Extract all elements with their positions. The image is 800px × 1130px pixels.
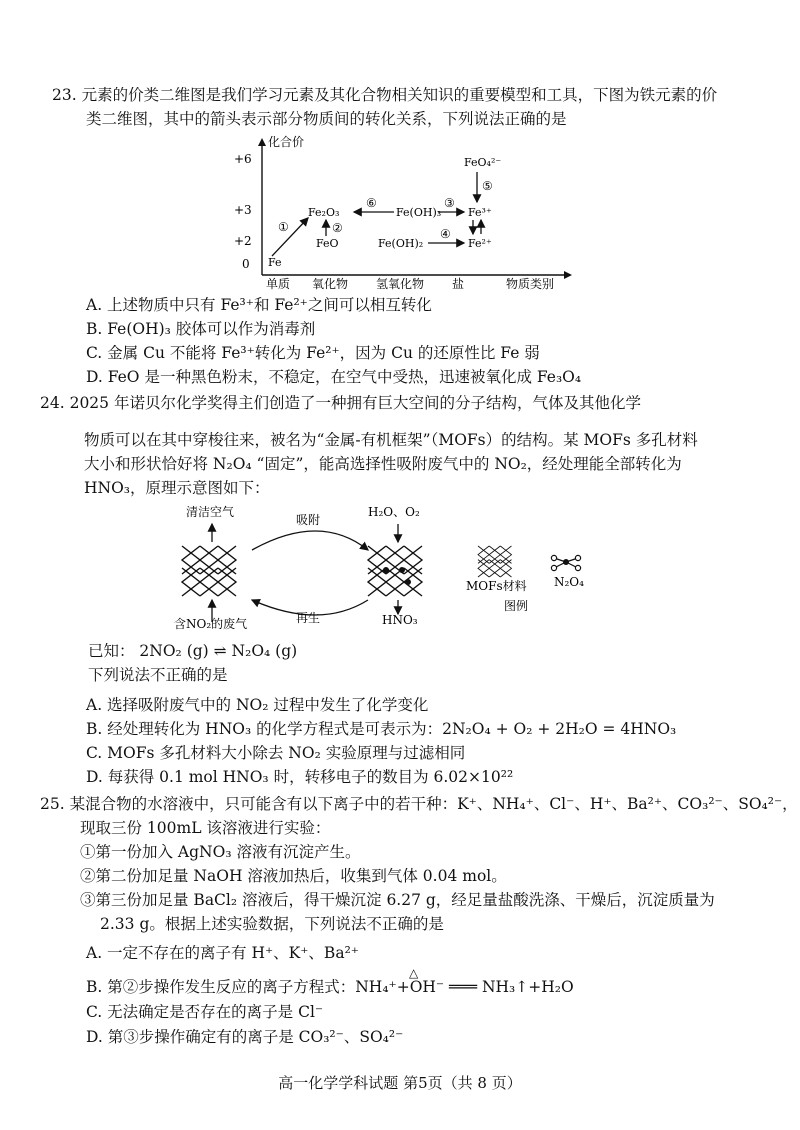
x-cat-oxide: 氧化物 xyxy=(312,277,349,290)
y-tick-plus2: +2 xyxy=(234,234,252,248)
n2o4-dot xyxy=(405,579,411,585)
legend-n2o4-label: N₂O₄ xyxy=(554,575,584,589)
page-footer: 高一化学学科试题 第5页（共 8 页） xyxy=(278,1074,522,1092)
arrow-label-6: ⑥ xyxy=(366,196,377,210)
legend-mofs-icon xyxy=(478,546,511,577)
q25-step-3: ③第三份加足量 BaCl₂ 溶液后，得干燥沉淀 6.27 g，经足量盐酸洗涤、干燥后，沉淀质量为 xyxy=(80,891,715,909)
h2o-o2-label: H₂O、O₂ xyxy=(368,505,420,519)
x-axis-arrow-icon xyxy=(564,271,572,279)
y-axis-label: 化合价 xyxy=(268,135,305,149)
q23-stem-line2: 类二维图，其中的箭头表示部分物质间的转化关系，下列说法正确的是 xyxy=(86,110,567,128)
q24-known-equation: 已知： 2NO₂ (g) ⇌ N₂O₄ (g) xyxy=(88,642,298,660)
q24-stem-line2: 物质可以在其中穿梭往来，被名为“金属-有机框架”（MOFs）的结构。某 MOFs 多孔材料 xyxy=(84,431,698,449)
q25-option-b: B. 第②步操作发生反应的离子方程式：NH₄⁺+OH⁻ ═══ NH₃↑+H₂O xyxy=(86,978,574,996)
y-tick-plus6: +6 xyxy=(234,152,252,166)
species-feoh2: Fe(OH)₂ xyxy=(378,237,424,250)
x-cat-salt: 盐 xyxy=(452,277,465,290)
q24-stem-line4: HNO₃，原理示意图如下： xyxy=(84,479,270,497)
arrow-label-1: ① xyxy=(278,220,289,234)
q24-option-b: B. 经处理转化为 HNO₃ 的化学方程式是可表示为：2N₂O₄ + O₂ + 2H₂O = 4HNO₃ xyxy=(86,720,677,738)
adsorb-label: 吸附 xyxy=(296,513,321,527)
q23-option-d: D. FeO 是一种黑色粉末，不稳定，在空气中受热，迅速被氧化成 Fe₃O₄ xyxy=(86,368,582,386)
x-axis-label: 物质类别 xyxy=(506,277,555,290)
arrow-label-5: ⑤ xyxy=(482,179,493,193)
clean-air-label: 清洁空气 xyxy=(186,505,235,519)
y-tick-plus3: +3 xyxy=(234,203,252,217)
q25-step-3-continued: 2.33 g。根据上述实验数据，下列说法不正确的是 xyxy=(100,915,444,933)
species-feo4: FeO₄²⁻ xyxy=(464,156,502,169)
n2o4-dot xyxy=(399,567,405,573)
species-fe: Fe xyxy=(268,256,282,269)
q25-option-d: D. 第③步操作确定有的离子是 CO₃²⁻、SO₄²⁻ xyxy=(86,1028,404,1046)
species-fe2: Fe²⁺ xyxy=(468,237,492,250)
x-cat-elemental: 单质 xyxy=(266,277,291,290)
q24-option-c: C. MOFs 多孔材料大小除去 NO₂ 实验原理与过滤相同 xyxy=(86,744,466,762)
species-feo: FeO xyxy=(316,237,339,250)
mofs-mesh-left xyxy=(182,546,236,596)
arrow-label-3: ③ xyxy=(444,196,455,210)
n2o4-dot xyxy=(383,567,389,573)
q24-question: 下列说法不正确的是 xyxy=(88,666,228,684)
q25-option-a: A. 一定不存在的离子有 H⁺、K⁺、Ba²⁺ xyxy=(86,944,359,962)
q23-option-c: C. 金属 Cu 不能将 Fe³⁺转化为 Fe²⁺，因为 Cu 的还原性比 Fe 弱 xyxy=(86,344,540,362)
arrow-label-4: ④ xyxy=(440,227,451,241)
x-cat-hydroxide: 氢氧化物 xyxy=(376,277,425,290)
regenerate-label: 再生 xyxy=(296,611,321,625)
q24-stem-line3: 大小和形状恰好将 N₂O₄ “固定”，能高选择性吸附废气中的 NO₂，经处理能全部转化为 xyxy=(84,455,682,473)
q23-option-a: A. 上述物质中只有 Fe³⁺和 Fe²⁺之间可以相互转化 xyxy=(86,296,432,314)
y-axis-arrow-icon xyxy=(258,138,266,146)
mofs-diagram xyxy=(160,500,620,630)
q23-option-b: B. Fe(OH)₃ 胶体可以作为消毒剂 xyxy=(86,320,316,338)
q25-stem-line2: 现取三份 100mL 该溶液进行实验： xyxy=(80,819,331,837)
legend-mofs-label: MOFs材料 xyxy=(466,579,527,593)
waste-gas-label: 含NO₂的废气 xyxy=(174,617,248,630)
q24-stem-line1: 24. 2025 年诺贝尔化学奖得主们创造了一种拥有巨大空间的分子结构，气体及其他化学 xyxy=(40,394,641,412)
q23-stem-line1: 23. 元素的价类二维图是我们学习元素及其化合物相关知识的重要模型和工具，下图为铁元素的价 xyxy=(52,86,718,104)
legend-title: 图例 xyxy=(504,599,529,613)
q24-option-d: D. 每获得 0.1 mol HNO₃ 时，转移电子的数目为 6.02×10²² xyxy=(86,768,514,786)
q24-option-a: A. 选择吸附废气中的 NO₂ 过程中发生了化学变化 xyxy=(86,696,429,714)
species-fe2o3: Fe₂O₃ xyxy=(308,206,340,219)
mofs-mesh-right xyxy=(368,546,422,596)
delta-symbol: △ xyxy=(409,966,419,980)
q25-stem-line1: 25. 某混合物的水溶液中，只可能含有以下离子中的若干种：K⁺、NH₄⁺、Cl⁻、H⁺、Ba²⁺、CO₃²⁻、SO₄²⁻， xyxy=(40,795,798,813)
legend-n2o4-icon xyxy=(551,555,580,570)
y-tick-zero: 0 xyxy=(242,257,250,271)
q25-step-2: ②第二份加足量 NaOH 溶液加热后，收集到气体 0.04 mol。 xyxy=(80,867,507,885)
iron-valence-chart xyxy=(220,130,580,290)
arrow-label-2: ② xyxy=(332,221,343,235)
adsorb-arrow xyxy=(252,531,368,550)
q25-step-1: ①第一份加入 AgNO₃ 溶液有沉淀产生。 xyxy=(80,843,361,861)
species-feoh3: Fe(OH)₃ xyxy=(396,206,442,219)
species-fe3: Fe³⁺ xyxy=(468,206,492,219)
q25-option-c: C. 无法确定是否存在的离子是 Cl⁻ xyxy=(86,1003,324,1021)
hno3-label: HNO₃ xyxy=(382,613,418,627)
